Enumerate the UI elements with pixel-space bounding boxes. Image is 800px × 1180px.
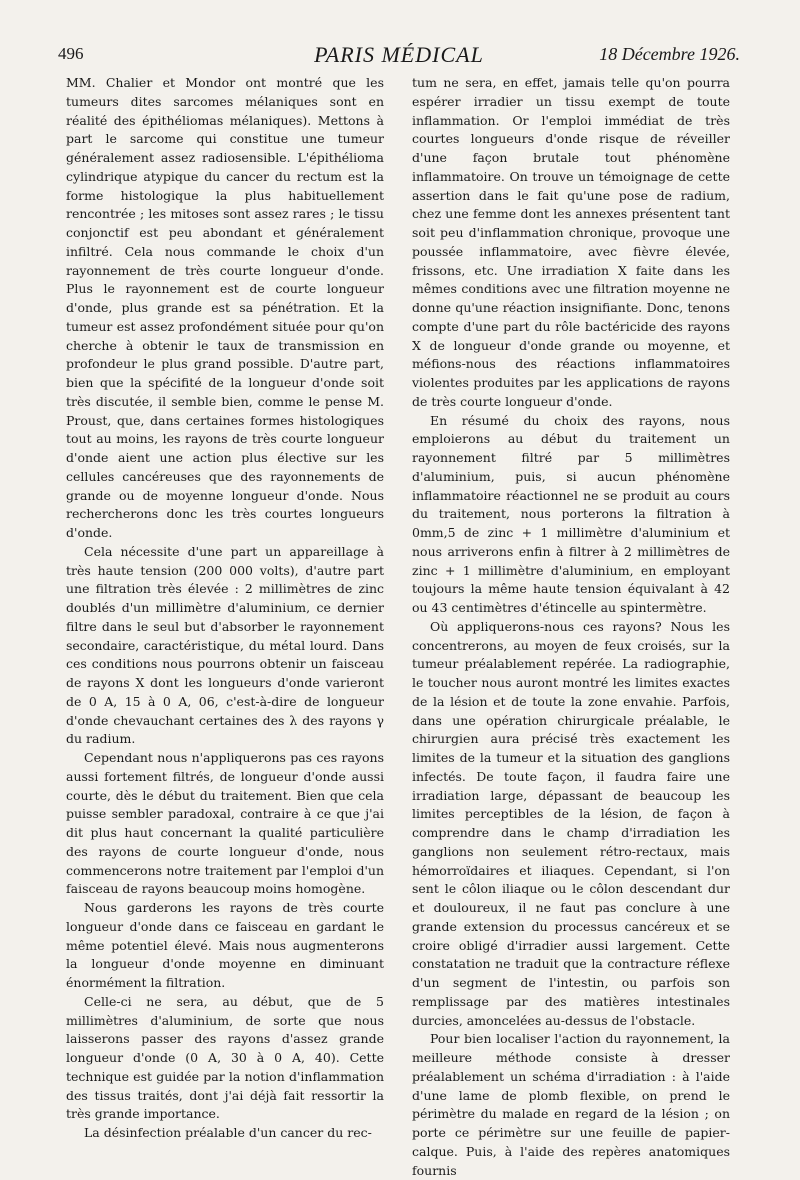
issue-date: 18 Décembre 1926.	[599, 44, 740, 64]
paragraph: Celle-ci ne sera, au début, que de 5 millimètres d'aluminium, de sorte que nous laisserons passer des rayons d'assez grande longueur d'onde (0 A, 30 à 0 A, 40). Cette technique est guidée par la notion d'inflammation des tissus traités, dont j'ai déjà fait ressortir la très grande importance.	[66, 993, 384, 1122]
paragraph: Cependant nous n'appliquerons pas ces rayons aussi fortement filtrés, de longueur d'onde aussi courte, dès le début du traitement. Bien que cela puisse sembler paradoxal, contraire à ce que j'ai dit plus haut concernant la qualité particulière des rayons de courte longueur d'onde, nous commencerons notre traitement par l'emploi d'un faisceau de rayons beaucoup moins homogène.	[66, 750, 384, 897]
paragraph: Pour bien localiser l'action du rayonnement, la meilleure méthode consiste à dresser préalablement un schéma d'irradiation : à l'aide d'une lame de plomb flexible, on prend le périmètre du malade en regard de la lésion ; on porte ce périmètre sur une feuille de papier-calque. Puis, à l'aide des repères anatomiques fournis	[412, 1031, 730, 1178]
paragraph: Cela nécessite d'une part un appareillage à très haute tension (200 000 volts), d'autre part une filtration très élevée : 2 millimètres de zinc doublés d'un millimètre d'aluminium, ce dernier filtre dans le seul but d'absorber le rayonnement secondaire, caractéristique, du métal lourd. Dans ces conditions nous pourrons obtenir un faisceau de rayons X dont les longueurs d'onde varieront de 0 A, 15 à 0 A, 06, c'est-à-dire de longueur d'onde chevauchant certaines des λ des rayons γ du radium.	[66, 543, 384, 747]
paragraph: En résumé du choix des rayons, nous emploierons au début du traitement un rayonnement filtré par 5 millimètres d'aluminium, puis, si aucun phénomène inflammatoire réactionnel ne se produit au cours du traitement, nous porterons la filtration à 0mm,5 de zinc + 1 millimètre d'aluminium et nous arriverons enfin à filtrer à 2 millimètres de zinc + 1 millimètre d'aluminium, en employant toujours la même haute tension équivalant à 42 ou 43 centimètres d'étincelle au spintermètre.	[412, 412, 730, 615]
running-header	[58, 40, 740, 70]
page-number: 496	[58, 44, 84, 63]
paragraph: MM. Chalier et Mondor ont montré que les tumeurs dites sarcomes mélaniques sont en réalité des épithéliomas mélaniques). Mettons à part le sarcome qui constitue une tumeur généralement assez radiosensible. L'épithélioma cylindrique atypique du cancer du rectum est la forme histologique la plus habituellement rencontrée ; les mitoses sont assez rares ; le tissu conjonctif est peu abondant et généralement infiltré. Cela nous commande le choix d'un rayonnement de très courte longueur d'onde. Plus le rayonnement est de courte longueur d'onde, plus grande est sa pénétration. Et la tumeur est assez profondément située pour qu'on cherche à obtenir le taux de transmission en profondeur le plus grand possible. D'autre part, bien que la spécifité de la longueur d'onde soit très discutée, il semble bien, comme le pense M. Proust, que, dans certaines formes histologiques tout au moins, les rayons de très courte longueur d'onde aient une action plus élective sur les cellules cancéreuses que des rayonnements de grande ou de moyenne longueur d'onde. Nous rechercherons donc les très courtes longueurs d'onde.	[66, 75, 384, 540]
journal-title: PARIS MÉDICAL	[314, 42, 484, 67]
right-column	[412, 74, 730, 1180]
paragraph: Où appliquerons-nous ces rayons? Nous les concentrerons, au moyen de feux croisés, sur la tumeur préalablement repérée. La radiographie, le toucher nous auront montré les limites exactes de la lésion et de toute la zone envahie. Parfois, dans une opération chirurgicale préalable, le chirurgien aura précisé très exactement les limites de la tumeur et la situation des ganglions infectés. De toute façon, il faudra faire une irradiation large, dépassant de beaucoup les limites perceptibles de la lésion, de façon à comprendre dans le champ d'irradiation les ganglions non seulement rétro-rectaux, mais hémorroïdaires et iliaques. Cependant, si l'on sent le côlon iliaque ou le côlon descendant dur et douloureux, il ne faut pas conclure à une grande extension du processus cancéreux et se croire obligé d'irradier aussi largement. Cette constatation ne traduit que la contracture réflexe d'un segment de l'intestin, ou parfois son remplissage par des matières intestinales durcies, amoncelées au-dessus de l'obstacle.	[412, 618, 730, 1028]
left-column	[66, 74, 384, 1143]
paragraph: Nous garderons les rayons de très courte longueur d'onde dans ce faisceau en gardant le même potentiel élevé. Mais nous augmenterons la longueur d'onde moyenne en diminuant énormément la filtration.	[66, 900, 384, 990]
paragraph: tum ne sera, en effet, jamais telle qu'on pourra espérer irradier un tissu exempt de toute inflammation. Or l'emploi immédiat de très courtes longueurs d'onde risque de réveiller d'une façon brutale tout phénomène inflammatoire. On trouve un témoignage de cette assertion dans le fait qu'une pose de radium, chez une femme dont les annexes présentent tant soit peu d'inflammation chronique, provoque une poussée inflammatoire, avec fièvre élevée, frissons, etc. Une irradiation X faite dans les mêmes conditions avec une filtration moyenne ne donne qu'une réaction insignifiante. Donc, tenons compte d'une part du rôle bactéricide des rayons X de longueur d'onde grande ou moyenne, et méfions-nous des réactions inflammatoires violentes produites par les applications de rayons de très courte longueur d'onde.	[412, 75, 730, 409]
paragraph: La désinfection préalable d'un cancer du rec-	[84, 1125, 372, 1140]
